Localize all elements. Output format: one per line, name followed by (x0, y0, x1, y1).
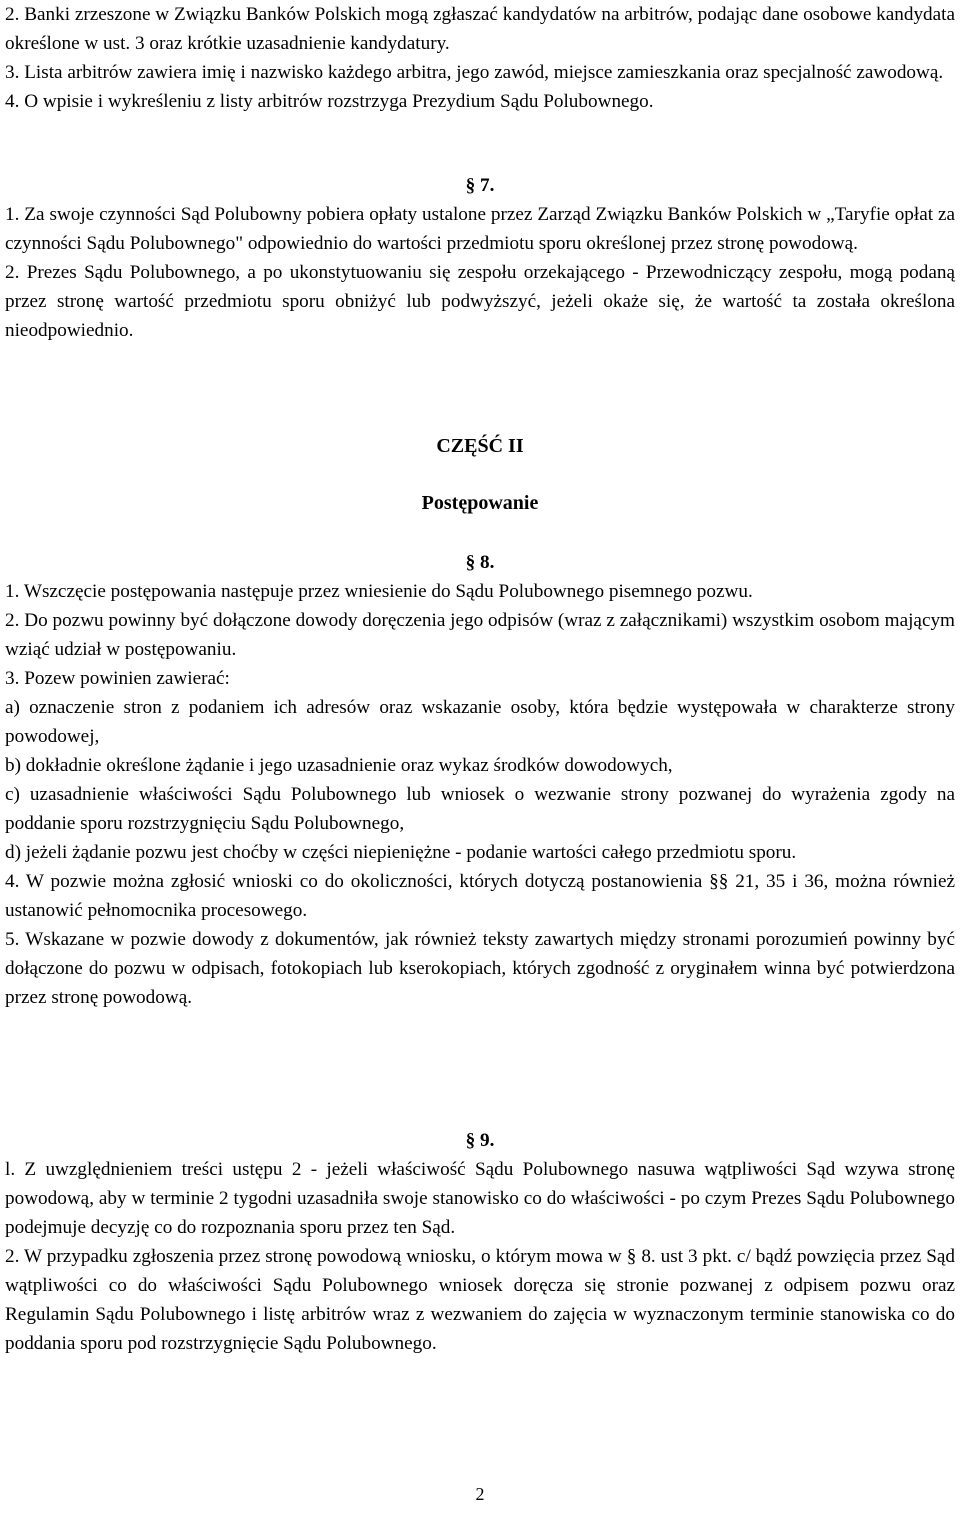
section-9-paragraph-2: 2. W przypadku zgłoszenia przez stronę powodową wniosku, o którym mowa w § 8. ust 3 pkt. c/ bądź powzięcia przez Sąd wątpliwości co do właściwości Sądu Polubownego wniosek doręcza się stronie pozwanej z odpisem pozwu oraz Regulamin Sądu Polubownego i listę arbitrów wraz z wezwaniem do zajęcia w wyznaczonym terminie stanowiska co do poddania sporu pod rozstrzygnięcie Sądu Polubownego. (5, 1246, 955, 1354)
intro-paragraph-4: 4. O wpisie i wykreśleniu z listy arbitrów rozstrzyga Prezydium Sądu Polubownego. (5, 91, 654, 112)
section-7-paragraph-1: 1. Za swoje czynności Sąd Polubowny pobiera opłaty ustalone przez Zarząd Związku Banków Polskich w „Taryfie opłat za czynności Sądu Polubownego" odpowiednio do wartości przedmiotu sporu określonej przez stronę powodową. (5, 204, 955, 254)
part-subtitle: Postępowanie (421, 492, 539, 514)
section-8-point-d: d) jeżeli żądanie pozwu jest choćby w części niepieniężne - podanie wartości całego przedmiotu sporu. (5, 842, 797, 863)
part-header (5, 432, 955, 518)
section-8-paragraph-4: 4. W pozwie można zgłosić wnioski co do okoliczności, których dotyczą postanowienia §§ 21, 35 i 36, można również ustanowić pełnomocnika procesowego. (5, 871, 955, 921)
section-8-point-c: c) uzasadnienie właściwości Sądu Polubownego lub wniosek o wezwanie strony pozwanej do wyrażenia zgody na poddanie sporu rozstrzygnięciu Sądu Polubownego, (5, 784, 955, 834)
section-7 (5, 171, 955, 345)
intro-paragraph-3: 3. Lista arbitrów zawiera imię i nazwisko każdego arbitra, jego zawód, miejsce zamieszkania oraz specjalność zawodową. (5, 62, 944, 83)
section-8-paragraph-1: 1. Wszczęcie postępowania następuje przez wniesienie do Sądu Polubownego pisemnego pozwu. (5, 581, 753, 602)
section-7-sign: § 7. (465, 175, 495, 196)
document-page (5, 0, 955, 1513)
intro-paragraph-2: 2. Banki zrzeszone w Związku Banków Polskich mogą zgłaszać kandydatów na arbitrów, podając dane osobowe kandydata określone w ust. 3 oraz krótkie uzasadnienie kandydatury. (5, 4, 955, 54)
section-8-paragraph-3: 3. Pozew powinien zawierać: (5, 668, 230, 689)
section-8-point-b: b) dokładnie określone żądanie i jego uzasadnienie oraz wykaz środków dowodowych, (5, 755, 673, 776)
section-9 (5, 1126, 955, 1358)
intro-block (5, 0, 955, 116)
section-8-paragraph-5: 5. Wskazane w pozwie dowody z dokumentów, jak również teksty zawartych między stronami porozumień powinny być dołączone do pozwu w odpisach, fotokopiach lub kserokopiach, których zgodność z oryginałem winna być potwierdzona przez stronę powodową. (5, 929, 955, 1008)
section-7-paragraph-2: 2. Prezes Sądu Polubownego, a po ukonstytuowaniu się zespołu orzekającego - Przewodniczący zespołu, mogą podaną przez stronę wartość przedmiotu sporu obniżyć lub podwyższyć, jeżeli okaże się, że wartość ta została określona nieodpowiednio. (5, 262, 955, 341)
section-8-paragraph-2: 2. Do pozwu powinny być dołączone dowody doręczenia jego odpisów (wraz z załącznikami) wszystkim osobom mającym wziąć udział w postępowaniu. (5, 610, 955, 660)
section-8 (5, 548, 955, 1012)
section-9-paragraph-1: l. Z uwzględnieniem treści ustępu 2 - jeżeli właściwość Sądu Polubownego nasuwa wątpliwości Sąd wzywa stronę powodową, aby w terminie 2 tygodni uzasadniła swoje stanowisko co do właściwości - po czym Prezes Sądu Polubownego podejmuje decyzję co do rozpoznania sporu przez ten Sąd. (5, 1159, 955, 1238)
section-8-sign: § 8. (465, 552, 495, 573)
page-number: 2 (475, 1484, 485, 1504)
section-8-point-a: a) oznaczenie stron z podaniem ich adresów oraz wskazanie osoby, która będzie występowała w charakterze strony powodowej, (5, 697, 955, 747)
part-title: CZĘŚĆ II (436, 435, 524, 457)
section-9-sign: § 9. (465, 1130, 495, 1151)
